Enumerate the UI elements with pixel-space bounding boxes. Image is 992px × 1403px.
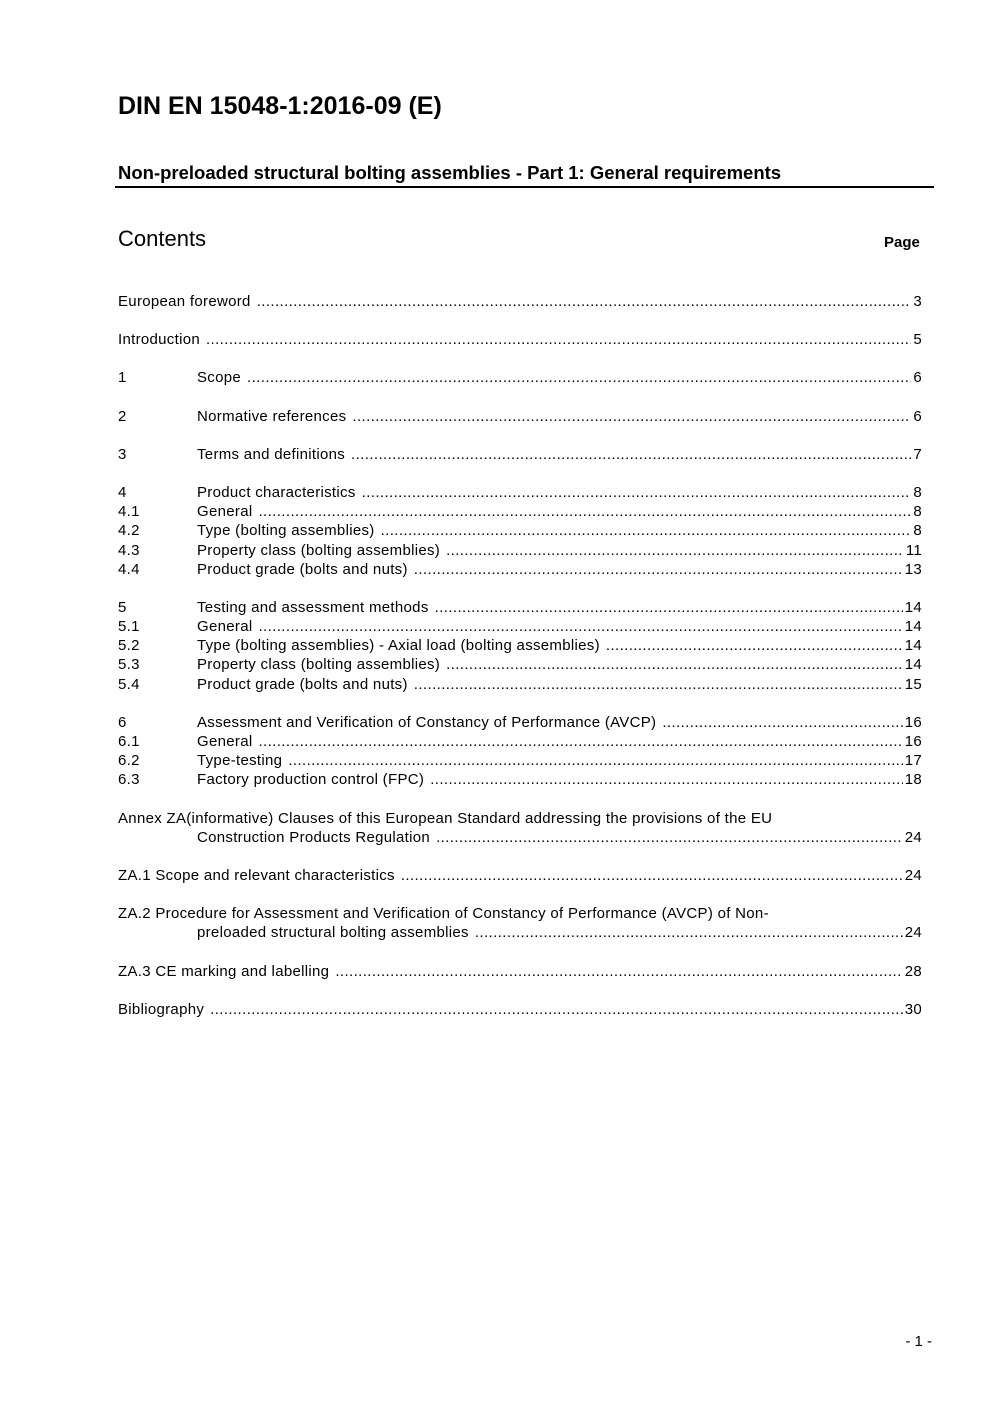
toc-entry-european-foreword[interactable] (118, 292, 922, 311)
toc-number: 1 (118, 369, 127, 387)
toc-leader (401, 866, 903, 885)
toc-page: 13 (904, 560, 922, 578)
toc-number: 4.4 (118, 560, 140, 578)
toc-label: Property class (bolting assemblies) (197, 541, 441, 559)
toc-entry-1[interactable] (118, 368, 922, 387)
toc-number: 6 (118, 713, 127, 731)
toc-page: 28 (904, 962, 922, 980)
toc-entry-za-2[interactable] (118, 904, 922, 942)
toc-page: 14 (904, 618, 922, 636)
toc-page: 14 (904, 656, 922, 674)
footer-page-number: - 1 - (905, 1333, 932, 1350)
toc-leader (352, 407, 911, 426)
toc-label: Type (bolting assemblies) (197, 522, 375, 540)
table-of-contents (118, 292, 922, 1019)
toc-leader (258, 617, 902, 636)
toc-leader (257, 292, 912, 311)
toc-page: 8 (913, 503, 922, 521)
toc-label: ZA.3 CE marking and labelling (118, 962, 330, 980)
toc-label: Bibliography (118, 1000, 205, 1018)
toc-label: Introduction (118, 331, 200, 349)
toc-page: 11 (905, 541, 922, 559)
page-column-heading: Page (884, 234, 920, 251)
toc-page: 16 (904, 733, 922, 750)
toc-number: 5.4 (118, 675, 140, 693)
toc-entry-4[interactable] (118, 483, 922, 502)
toc-label: Property class (bolting assemblies) (197, 656, 441, 674)
toc-label: Terms and definitions (197, 445, 346, 463)
toc-label: ZA.1 Scope and relevant characteristics (118, 866, 395, 884)
toc-leader (436, 828, 903, 847)
toc-entry-3[interactable] (118, 445, 922, 464)
toc-number: 5 (118, 598, 127, 616)
toc-page: 8 (913, 522, 922, 540)
toc-number: 5.1 (118, 618, 140, 636)
toc-leader (435, 598, 903, 617)
toc-label: Testing and assessment methods (197, 598, 429, 616)
toc-entry-introduction[interactable] (118, 330, 922, 349)
toc-page: 24 (904, 924, 922, 942)
toc-number: 4.1 (118, 503, 140, 521)
toc-entry-5-1[interactable] (118, 617, 922, 636)
toc-leader (362, 483, 912, 502)
toc-entry-bibliography[interactable] (118, 1000, 922, 1019)
toc-page: 18 (904, 771, 922, 789)
toc-page: 3 (913, 293, 922, 310)
toc-label: European foreword (118, 293, 251, 310)
toc-leader (288, 751, 902, 770)
toc-number: 6.2 (118, 752, 140, 770)
toc-entry-za-1[interactable] (118, 866, 922, 885)
toc-number: 5.3 (118, 656, 140, 674)
toc-leader (414, 560, 903, 579)
toc-label: Type-testing (197, 752, 283, 770)
title-divider (115, 186, 934, 188)
toc-page: 24 (904, 866, 922, 884)
contents-heading: Contents (118, 226, 207, 251)
toc-leader (258, 502, 911, 521)
toc-label: Normative references (197, 407, 347, 425)
toc-label: Scope (197, 369, 242, 387)
toc-entry-5-4[interactable] (118, 675, 922, 694)
toc-label: Assessment and Verification of Constancy of Performance (AVCP) (197, 713, 657, 731)
toc-entry-6[interactable] (118, 713, 922, 732)
toc-leader (446, 655, 903, 674)
toc-number: 6.3 (118, 771, 140, 789)
toc-page: 30 (904, 1000, 922, 1018)
toc-page: 14 (904, 637, 922, 655)
toc-entry-6-2[interactable] (118, 751, 922, 770)
toc-entry-2[interactable] (118, 407, 922, 426)
toc-number: 5.2 (118, 637, 140, 655)
toc-entry-5[interactable] (118, 598, 922, 617)
toc-leader (381, 521, 912, 540)
toc-leader (430, 770, 903, 789)
toc-entry-4-4[interactable] (118, 560, 922, 579)
toc-entry-5-3[interactable] (118, 655, 922, 674)
document-subtitle: Non-preloaded structural bolting assemblies - Part 1: General requirements (118, 162, 782, 183)
toc-page: 14 (904, 598, 922, 616)
toc-leader (335, 962, 902, 981)
toc-label: General (197, 733, 253, 750)
toc-page: 7 (913, 445, 922, 463)
toc-label: Type (bolting assemblies) - Axial load (bolting assemblies) (197, 637, 600, 655)
toc-entry-annex-za[interactable] (118, 809, 922, 847)
toc-entry-4-2[interactable] (118, 521, 922, 540)
toc-entry-za-3[interactable] (118, 962, 922, 981)
toc-page: 16 (904, 713, 922, 731)
toc-label: General (197, 618, 253, 636)
toc-label: General (197, 503, 253, 521)
toc-label-line-2: preloaded structural bolting assemblies (197, 924, 469, 942)
toc-entry-4-1[interactable] (118, 502, 922, 521)
toc-label: Factory production control (FPC) (197, 771, 425, 789)
toc-label-line-1: ZA.2 Procedure for Assessment and Verification of Constancy of Performance (AVCP) of Non- (118, 905, 769, 923)
toc-entry-6-3[interactable] (118, 770, 922, 789)
toc-label-line-1: Annex ZA(informative) Clauses of this European Standard addressing the provisions of the EU (118, 809, 773, 827)
toc-label: Product grade (bolts and nuts) (197, 560, 408, 578)
toc-leader (247, 368, 911, 387)
document-title: DIN EN 15048-1:2016-09 (E) (118, 92, 442, 120)
toc-leader (446, 541, 904, 560)
toc-number: 3 (118, 445, 127, 463)
toc-number: 4.3 (118, 541, 140, 559)
toc-leader (206, 330, 911, 349)
toc-number: 6.1 (118, 733, 140, 750)
toc-entry-4-3[interactable] (118, 541, 922, 560)
toc-page: 17 (904, 752, 922, 770)
toc-leader (475, 923, 903, 942)
toc-page: 8 (913, 483, 922, 501)
toc-page: 6 (913, 407, 922, 425)
toc-number: 2 (118, 407, 127, 425)
toc-page: 5 (913, 331, 922, 349)
toc-leader (210, 1000, 903, 1019)
toc-page: 6 (913, 369, 922, 387)
toc-number: 4 (118, 483, 127, 501)
toc-label-line-2: Construction Products Regulation (197, 828, 431, 846)
toc-label: Product characteristics (197, 483, 356, 501)
toc-label: Product grade (bolts and nuts) (197, 675, 408, 693)
toc-leader (414, 675, 903, 694)
toc-page: 24 (904, 828, 922, 846)
toc-leader (258, 732, 902, 751)
toc-entry-5-2[interactable] (118, 636, 922, 655)
toc-leader (662, 713, 902, 732)
toc-entry-6-1[interactable] (118, 732, 922, 751)
toc-leader (351, 445, 911, 464)
toc-page: 15 (904, 675, 922, 693)
toc-leader (606, 636, 903, 655)
toc-number: 4.2 (118, 522, 140, 540)
